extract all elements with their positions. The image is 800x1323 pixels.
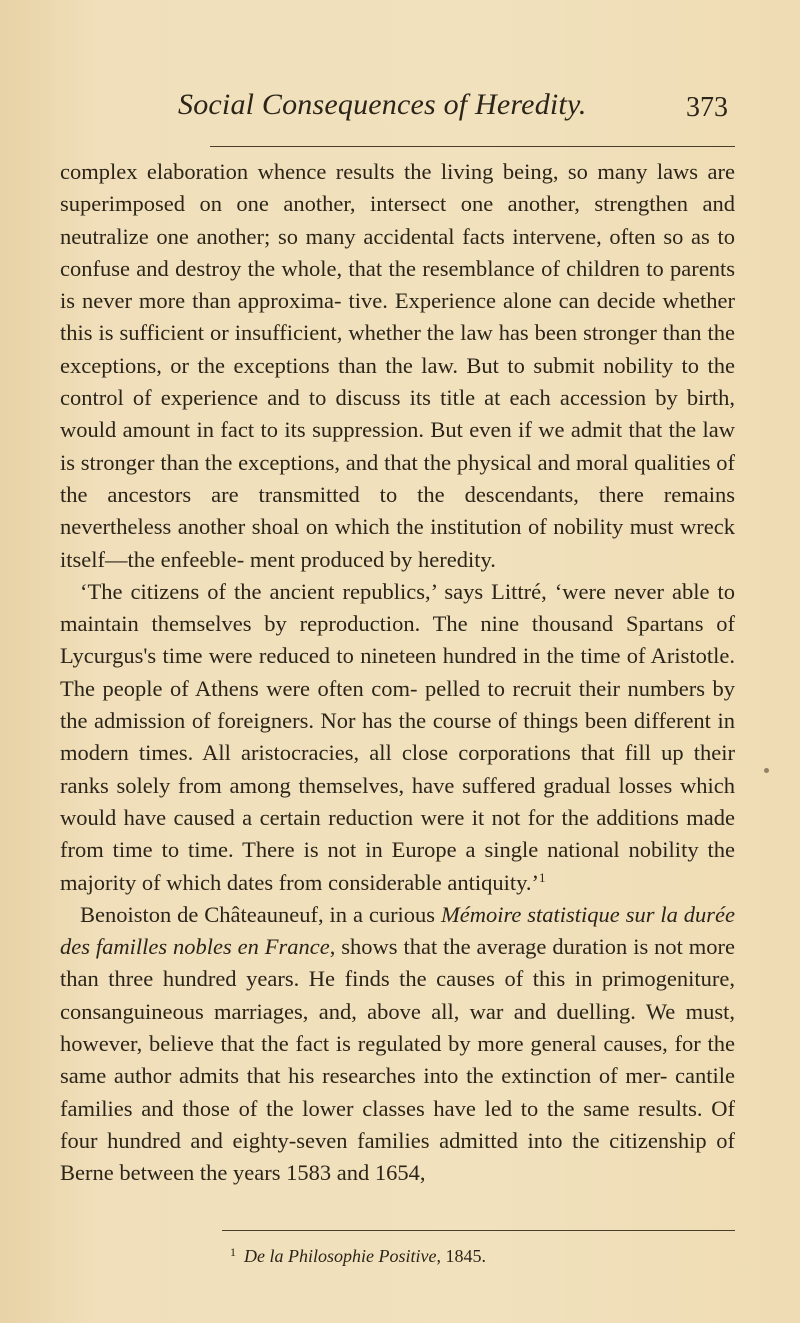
page-number: 373 [686,92,728,123]
page-header [168,88,728,138]
paragraph-3 [60,899,735,1190]
footnote-rule [222,1230,735,1231]
footnote-marker: 1 [230,1245,236,1259]
cited-work-title: Mémoire statistique sur la durée des familles nobles en France [60,901,735,960]
paragraph-3-start: Benoiston de Châteauneuf, in a curious [80,901,436,927]
paragraph-3-rest: , shows that the average duration is not more than three hundred years. He finds the causes of this in primogeniture, consanguineous marriages, and, above all, war and duelling. We must, however, believe that the fact is regulated by more general causes, for the same author admits that his researches into the extinction of mer- cantile families and those of the lower classes have led to the same results. Of four hundred and eighty-seven families admitted into the citizenship of Berne between the years 1583 and 1654, [60,934,735,1186]
header-rule [210,146,735,147]
footnote [230,1240,730,1268]
paragraph-2-text: ‘The citizens of the ancient republics,’ says Littré, ‘were never able to maintain themselves by reproduction. The nine thousand Spartans of Lycurgus's time were reduced to nineteen hundred in the time of Aristotle. The people of Athens were often com- pelled to recruit their numbers by the admission of foreigners. Nor has the course of things been different in modern times. All aristocracies, all close corporations that fill up their ranks solely from among themselves, have suffered gradual losses which would have caused a certain reduction were it not for the additions made from time to time. There is not in Europe a single national nobility the majority of which dates from considerable antiquity.’ [60,578,735,895]
paragraph-1: complex elaboration whence results the living being, so many laws are superimposed on one another, intersect one another, strengthen and neutralize one another; so many accidental facts intervene, often so as to confuse and destroy the whole, that the resemblance of children to parents is never more than approxima- tive. Experience alone can decide whether this is sufficient or insufficient, whether the law has been stronger than the exceptions, or the exceptions than the law. But to submit nobility to the control of experience and to discuss its title at each accession by birth, would amount in fact to its suppression. But even if we admit that the law is stronger than the exceptions, and that the physical and moral qualities of the ancestors are transmitted to the descendants, there remains nevertheless another shoal on which the institution of nobility must wreck itself—the enfeeble- ment produced by heredity. [60,159,735,572]
footnote-reference: 1 [539,869,546,885]
running-head: Social Consequences of Heredity. [178,88,587,121]
footnote-title: De la Philosophie Positive [244,1246,437,1266]
footnote-rest: , 1845. [436,1246,486,1266]
ink-spot [764,768,769,773]
body-text [60,156,735,1190]
paragraph-2 [60,576,735,899]
